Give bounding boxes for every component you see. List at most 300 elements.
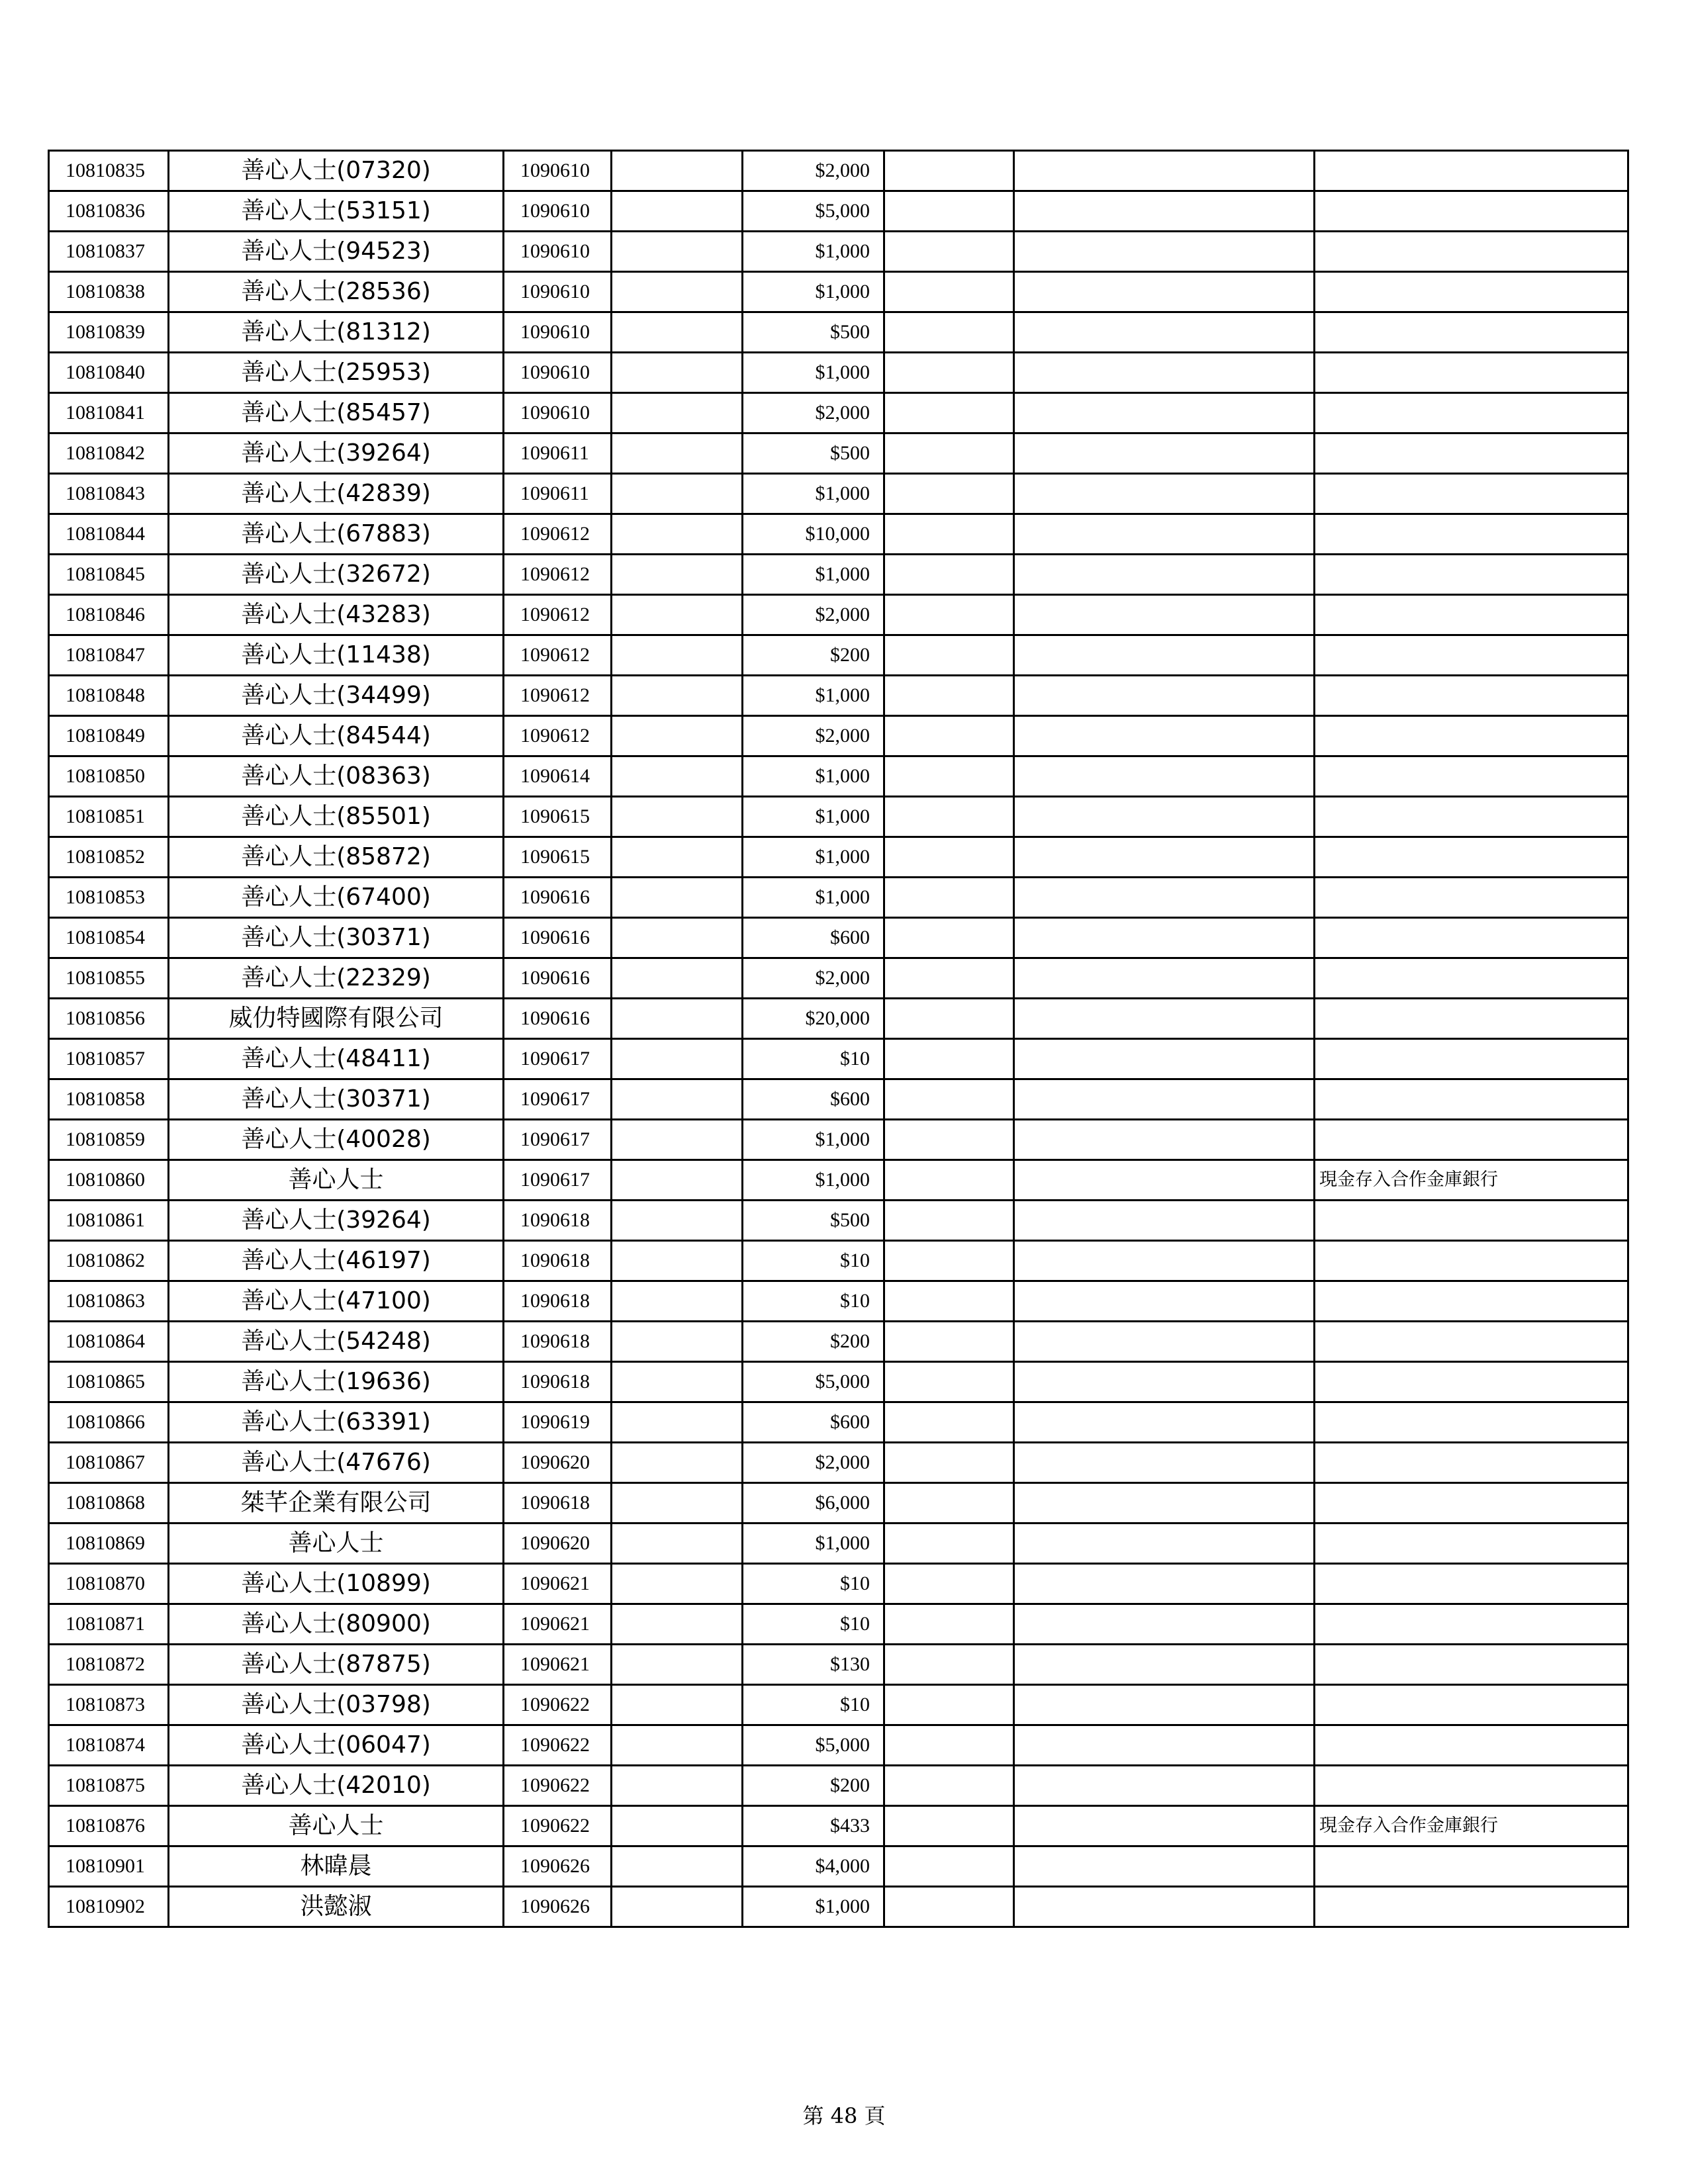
remark-cell — [1315, 232, 1628, 272]
donation-date-cell: 1090614 — [504, 756, 612, 797]
donor-name-cell: 威仂特國際有限公司 — [169, 999, 504, 1039]
donor-name-cell: 善心人士(67400) — [169, 878, 504, 918]
remark-cell — [1315, 1201, 1628, 1241]
receipt-number-cell: 10810853 — [49, 878, 169, 918]
donation-date-cell: 1090626 — [504, 1887, 612, 1927]
receipt-number-cell: 10810850 — [49, 756, 169, 797]
amount-cell: $2,000 — [743, 716, 884, 756]
blank-cell — [612, 797, 743, 837]
blank-cell — [1014, 1241, 1315, 1281]
donor-name-cell: 善心人士(85501) — [169, 797, 504, 837]
amount-cell: $10 — [743, 1564, 884, 1604]
blank-cell — [612, 676, 743, 716]
remark-cell — [1315, 514, 1628, 555]
blank-cell — [1014, 433, 1315, 474]
remark-cell — [1315, 1443, 1628, 1483]
donor-name-cell: 善心人士(63391) — [169, 1402, 504, 1443]
amount-cell: $2,000 — [743, 958, 884, 999]
receipt-number-cell: 10810851 — [49, 797, 169, 837]
receipt-number-cell: 10810876 — [49, 1806, 169, 1846]
donation-date-cell: 1090611 — [504, 474, 612, 514]
table-row — [49, 999, 1628, 1039]
receipt-number-cell: 10810859 — [49, 1120, 169, 1160]
blank-cell — [1014, 1201, 1315, 1241]
amount-cell: $1,000 — [743, 756, 884, 797]
blank-cell — [1014, 1322, 1315, 1362]
table-row — [49, 958, 1628, 999]
blank-cell — [884, 232, 1014, 272]
amount-cell: $5,000 — [743, 1725, 884, 1766]
blank-cell — [884, 1079, 1014, 1120]
donor-name-cell: 善心人士(47100) — [169, 1281, 504, 1322]
remark-cell — [1315, 1281, 1628, 1322]
blank-cell — [612, 393, 743, 433]
donation-date-cell: 1090618 — [504, 1201, 612, 1241]
blank-cell — [1014, 1564, 1315, 1604]
remark-cell — [1315, 474, 1628, 514]
donor-name-cell: 善心人士(11438) — [169, 635, 504, 676]
receipt-number-cell: 10810860 — [49, 1160, 169, 1201]
donor-name-cell: 善心人士(48411) — [169, 1039, 504, 1079]
amount-cell: $1,000 — [743, 555, 884, 595]
remark-cell — [1315, 1322, 1628, 1362]
blank-cell — [612, 1241, 743, 1281]
blank-cell — [884, 837, 1014, 878]
blank-cell — [612, 595, 743, 635]
blank-cell — [884, 1039, 1014, 1079]
amount-cell: $20,000 — [743, 999, 884, 1039]
amount-cell: $200 — [743, 1766, 884, 1806]
blank-cell — [612, 1322, 743, 1362]
blank-cell — [612, 232, 743, 272]
table-row — [49, 595, 1628, 635]
donor-name-cell: 善心人士(30371) — [169, 918, 504, 958]
blank-cell — [1014, 756, 1315, 797]
blank-cell — [612, 433, 743, 474]
receipt-number-cell: 10810869 — [49, 1524, 169, 1564]
donation-date-cell: 1090618 — [504, 1281, 612, 1322]
blank-cell — [1014, 514, 1315, 555]
donor-name-cell: 善心人士(53151) — [169, 191, 504, 232]
remark-cell — [1315, 1120, 1628, 1160]
remark-cell — [1315, 676, 1628, 716]
blank-cell — [612, 756, 743, 797]
blank-cell — [884, 1564, 1014, 1604]
donor-name-cell: 善心人士(42839) — [169, 474, 504, 514]
donation-date-cell: 1090618 — [504, 1322, 612, 1362]
table-row — [49, 635, 1628, 676]
blank-cell — [884, 1887, 1014, 1927]
blank-cell — [1014, 1846, 1315, 1887]
blank-cell — [884, 474, 1014, 514]
table-row — [49, 918, 1628, 958]
donation-date-cell: 1090616 — [504, 918, 612, 958]
remark-cell — [1315, 595, 1628, 635]
blank-cell — [884, 1281, 1014, 1322]
table-row — [49, 1160, 1628, 1201]
table-row — [49, 393, 1628, 433]
blank-cell — [884, 999, 1014, 1039]
blank-cell — [612, 1160, 743, 1201]
receipt-number-cell: 10810849 — [49, 716, 169, 756]
table-row — [49, 232, 1628, 272]
blank-cell — [1014, 272, 1315, 312]
donation-date-cell: 1090615 — [504, 797, 612, 837]
receipt-number-cell: 10810862 — [49, 1241, 169, 1281]
blank-cell — [884, 1766, 1014, 1806]
blank-cell — [884, 393, 1014, 433]
remark-cell — [1315, 191, 1628, 232]
blank-cell — [1014, 1685, 1315, 1725]
table-row — [49, 676, 1628, 716]
blank-cell — [884, 1201, 1014, 1241]
blank-cell — [1014, 958, 1315, 999]
amount-cell: $5,000 — [743, 1362, 884, 1402]
table-row — [49, 1402, 1628, 1443]
donation-date-cell: 1090615 — [504, 837, 612, 878]
remark-cell — [1315, 1645, 1628, 1685]
donation-date-cell: 1090622 — [504, 1806, 612, 1846]
donation-date-cell: 1090616 — [504, 878, 612, 918]
blank-cell — [884, 595, 1014, 635]
blank-cell — [612, 1039, 743, 1079]
amount-cell: $500 — [743, 433, 884, 474]
remark-cell — [1315, 958, 1628, 999]
blank-cell — [1014, 676, 1315, 716]
receipt-number-cell: 10810868 — [49, 1483, 169, 1524]
amount-cell: $1,000 — [743, 1887, 884, 1927]
donation-date-cell: 1090620 — [504, 1524, 612, 1564]
remark-cell — [1315, 1483, 1628, 1524]
blank-cell — [612, 1645, 743, 1685]
table-row — [49, 1846, 1628, 1887]
donation-date-cell: 1090618 — [504, 1362, 612, 1402]
receipt-number-cell: 10810863 — [49, 1281, 169, 1322]
blank-cell — [1014, 353, 1315, 393]
donation-date-cell: 1090612 — [504, 555, 612, 595]
amount-cell: $10 — [743, 1281, 884, 1322]
remark-cell — [1315, 878, 1628, 918]
donation-date-cell: 1090617 — [504, 1039, 612, 1079]
receipt-number-cell: 10810902 — [49, 1887, 169, 1927]
amount-cell: $1,000 — [743, 353, 884, 393]
table-row — [49, 474, 1628, 514]
blank-cell — [1014, 1281, 1315, 1322]
blank-cell — [884, 433, 1014, 474]
remark-cell — [1315, 393, 1628, 433]
blank-cell — [884, 191, 1014, 232]
donor-name-cell: 善心人士(39264) — [169, 433, 504, 474]
amount-cell: $130 — [743, 1645, 884, 1685]
amount-cell: $10 — [743, 1604, 884, 1645]
receipt-number-cell: 10810843 — [49, 474, 169, 514]
remark-cell — [1315, 918, 1628, 958]
table-row — [49, 1524, 1628, 1564]
table-row — [49, 1079, 1628, 1120]
blank-cell — [612, 878, 743, 918]
blank-cell — [1014, 635, 1315, 676]
blank-cell — [1014, 474, 1315, 514]
donor-name-cell: 善心人士(67883) — [169, 514, 504, 555]
table-row — [49, 1201, 1628, 1241]
amount-cell: $433 — [743, 1806, 884, 1846]
donor-name-cell: 洪懿淑 — [169, 1887, 504, 1927]
blank-cell — [612, 191, 743, 232]
receipt-number-cell: 10810856 — [49, 999, 169, 1039]
table-row — [49, 1806, 1628, 1846]
blank-cell — [884, 514, 1014, 555]
table-row — [49, 1281, 1628, 1322]
receipt-number-cell: 10810874 — [49, 1725, 169, 1766]
table-row — [49, 1241, 1628, 1281]
donor-name-cell: 善心人士(32672) — [169, 555, 504, 595]
blank-cell — [1014, 1120, 1315, 1160]
amount-cell: $1,000 — [743, 1160, 884, 1201]
blank-cell — [1014, 393, 1315, 433]
blank-cell — [612, 1685, 743, 1725]
amount-cell: $1,000 — [743, 232, 884, 272]
blank-cell — [1014, 1806, 1315, 1846]
donation-date-cell: 1090617 — [504, 1120, 612, 1160]
blank-cell — [1014, 1766, 1315, 1806]
table-row — [49, 1483, 1628, 1524]
blank-cell — [1014, 918, 1315, 958]
blank-cell — [612, 474, 743, 514]
blank-cell — [612, 1524, 743, 1564]
donor-name-cell: 善心人士(54248) — [169, 1322, 504, 1362]
amount-cell: $1,000 — [743, 797, 884, 837]
remark-cell — [1315, 1685, 1628, 1725]
donation-date-cell: 1090612 — [504, 676, 612, 716]
donor-name-cell: 桀芊企業有限公司 — [169, 1483, 504, 1524]
table-row — [49, 1685, 1628, 1725]
remark-cell — [1315, 1564, 1628, 1604]
blank-cell — [884, 555, 1014, 595]
receipt-number-cell: 10810861 — [49, 1201, 169, 1241]
blank-cell — [612, 1120, 743, 1160]
blank-cell — [884, 756, 1014, 797]
blank-cell — [884, 1402, 1014, 1443]
donation-date-cell: 1090612 — [504, 635, 612, 676]
table-row — [49, 878, 1628, 918]
blank-cell — [884, 353, 1014, 393]
donor-name-cell: 善心人士(28536) — [169, 272, 504, 312]
blank-cell — [612, 1806, 743, 1846]
remark-cell — [1315, 1402, 1628, 1443]
blank-cell — [884, 878, 1014, 918]
table-row — [49, 1604, 1628, 1645]
blank-cell — [1014, 1887, 1315, 1927]
blank-cell — [884, 1725, 1014, 1766]
remark-cell — [1315, 837, 1628, 878]
amount-cell: $6,000 — [743, 1483, 884, 1524]
donation-date-cell: 1090610 — [504, 393, 612, 433]
blank-cell — [884, 272, 1014, 312]
blank-cell — [884, 1806, 1014, 1846]
blank-cell — [612, 1362, 743, 1402]
blank-cell — [612, 514, 743, 555]
blank-cell — [884, 918, 1014, 958]
amount-cell: $600 — [743, 1079, 884, 1120]
remark-cell — [1315, 1524, 1628, 1564]
receipt-number-cell: 10810873 — [49, 1685, 169, 1725]
receipt-number-cell: 10810842 — [49, 433, 169, 474]
blank-cell — [612, 1887, 743, 1927]
blank-cell — [1014, 1402, 1315, 1443]
blank-cell — [612, 1483, 743, 1524]
amount-cell: $2,000 — [743, 1443, 884, 1483]
blank-cell — [612, 555, 743, 595]
receipt-number-cell: 10810852 — [49, 837, 169, 878]
donation-date-cell: 1090611 — [504, 433, 612, 474]
blank-cell — [1014, 1604, 1315, 1645]
amount-cell: $2,000 — [743, 393, 884, 433]
table-row — [49, 1443, 1628, 1483]
donation-date-cell: 1090610 — [504, 312, 612, 353]
blank-cell — [1014, 1524, 1315, 1564]
remark-cell — [1315, 353, 1628, 393]
donor-name-cell: 善心人士(39264) — [169, 1201, 504, 1241]
blank-cell — [884, 312, 1014, 353]
donation-date-cell: 1090622 — [504, 1766, 612, 1806]
amount-cell: $500 — [743, 312, 884, 353]
blank-cell — [1014, 1079, 1315, 1120]
donation-ledger-table — [48, 150, 1629, 1928]
blank-cell — [884, 1645, 1014, 1685]
remark-cell — [1315, 151, 1628, 191]
donation-date-cell: 1090619 — [504, 1402, 612, 1443]
donor-name-cell: 善心人士(19636) — [169, 1362, 504, 1402]
blank-cell — [1014, 837, 1315, 878]
amount-cell: $1,000 — [743, 676, 884, 716]
table-row — [49, 1120, 1628, 1160]
receipt-number-cell: 10810840 — [49, 353, 169, 393]
receipt-number-cell: 10810867 — [49, 1443, 169, 1483]
blank-cell — [1014, 1443, 1315, 1483]
amount-cell: $1,000 — [743, 878, 884, 918]
remark-cell — [1315, 1887, 1628, 1927]
amount-cell: $600 — [743, 1402, 884, 1443]
donor-name-cell: 善心人士(22329) — [169, 958, 504, 999]
receipt-number-cell: 10810837 — [49, 232, 169, 272]
remark-cell — [1315, 555, 1628, 595]
donation-date-cell: 1090617 — [504, 1079, 612, 1120]
amount-cell: $10 — [743, 1685, 884, 1725]
blank-cell — [884, 1483, 1014, 1524]
blank-cell — [884, 1443, 1014, 1483]
blank-cell — [1014, 1483, 1315, 1524]
remark-cell — [1315, 1604, 1628, 1645]
donor-name-cell: 善心人士(08363) — [169, 756, 504, 797]
donor-name-cell: 善心人士(42010) — [169, 1766, 504, 1806]
ledger-body — [49, 151, 1628, 1927]
remark-cell — [1315, 433, 1628, 474]
receipt-number-cell: 10810875 — [49, 1766, 169, 1806]
table-row — [49, 1564, 1628, 1604]
table-row — [49, 1322, 1628, 1362]
receipt-number-cell: 10810855 — [49, 958, 169, 999]
remark-cell — [1315, 1079, 1628, 1120]
blank-cell — [1014, 555, 1315, 595]
blank-cell — [612, 1846, 743, 1887]
donor-name-cell: 善心人士(06047) — [169, 1725, 504, 1766]
blank-cell — [612, 272, 743, 312]
donor-name-cell: 善心人士(25953) — [169, 353, 504, 393]
receipt-number-cell: 10810871 — [49, 1604, 169, 1645]
receipt-number-cell: 10810846 — [49, 595, 169, 635]
donation-date-cell: 1090617 — [504, 1160, 612, 1201]
blank-cell — [1014, 595, 1315, 635]
blank-cell — [884, 1322, 1014, 1362]
donation-date-cell: 1090622 — [504, 1685, 612, 1725]
receipt-number-cell: 10810857 — [49, 1039, 169, 1079]
amount-cell: $1,000 — [743, 1524, 884, 1564]
donation-date-cell: 1090621 — [504, 1604, 612, 1645]
donation-date-cell: 1090618 — [504, 1483, 612, 1524]
donation-date-cell: 1090616 — [504, 958, 612, 999]
amount-cell: $2,000 — [743, 595, 884, 635]
amount-cell: $4,000 — [743, 1846, 884, 1887]
donor-name-cell: 善心人士(10899) — [169, 1564, 504, 1604]
donor-name-cell: 善心人士 — [169, 1160, 504, 1201]
blank-cell — [612, 353, 743, 393]
table-row — [49, 514, 1628, 555]
receipt-number-cell: 10810854 — [49, 918, 169, 958]
donor-name-cell: 善心人士(87875) — [169, 1645, 504, 1685]
remark-cell — [1315, 1039, 1628, 1079]
amount-cell: $1,000 — [743, 272, 884, 312]
table-row — [49, 151, 1628, 191]
blank-cell — [1014, 999, 1315, 1039]
table-row — [49, 191, 1628, 232]
blank-cell — [612, 1443, 743, 1483]
blank-cell — [612, 1402, 743, 1443]
amount-cell: $600 — [743, 918, 884, 958]
blank-cell — [612, 999, 743, 1039]
blank-cell — [1014, 1725, 1315, 1766]
blank-cell — [884, 1604, 1014, 1645]
donor-name-cell: 善心人士(40028) — [169, 1120, 504, 1160]
amount-cell: $200 — [743, 635, 884, 676]
blank-cell — [884, 1846, 1014, 1887]
table-row — [49, 1362, 1628, 1402]
donor-name-cell: 林暐晨 — [169, 1846, 504, 1887]
receipt-number-cell: 10810866 — [49, 1402, 169, 1443]
blank-cell — [612, 1766, 743, 1806]
donor-name-cell: 善心人士(81312) — [169, 312, 504, 353]
remark-cell — [1315, 312, 1628, 353]
remark-cell — [1315, 1362, 1628, 1402]
donor-name-cell: 善心人士(85457) — [169, 393, 504, 433]
donor-name-cell: 善心人士(84544) — [169, 716, 504, 756]
table-row — [49, 1645, 1628, 1685]
blank-cell — [612, 1725, 743, 1766]
page-number: 第 48 頁 — [802, 2103, 886, 2128]
blank-cell — [884, 676, 1014, 716]
receipt-number-cell: 10810836 — [49, 191, 169, 232]
receipt-number-cell: 10810841 — [49, 393, 169, 433]
blank-cell — [884, 716, 1014, 756]
receipt-number-cell: 10810838 — [49, 272, 169, 312]
amount-cell: $2,000 — [743, 151, 884, 191]
blank-cell — [612, 151, 743, 191]
remark-cell — [1315, 1725, 1628, 1766]
donation-date-cell: 1090626 — [504, 1846, 612, 1887]
table-row — [49, 272, 1628, 312]
blank-cell — [612, 837, 743, 878]
receipt-number-cell: 10810901 — [49, 1846, 169, 1887]
amount-cell: $5,000 — [743, 191, 884, 232]
